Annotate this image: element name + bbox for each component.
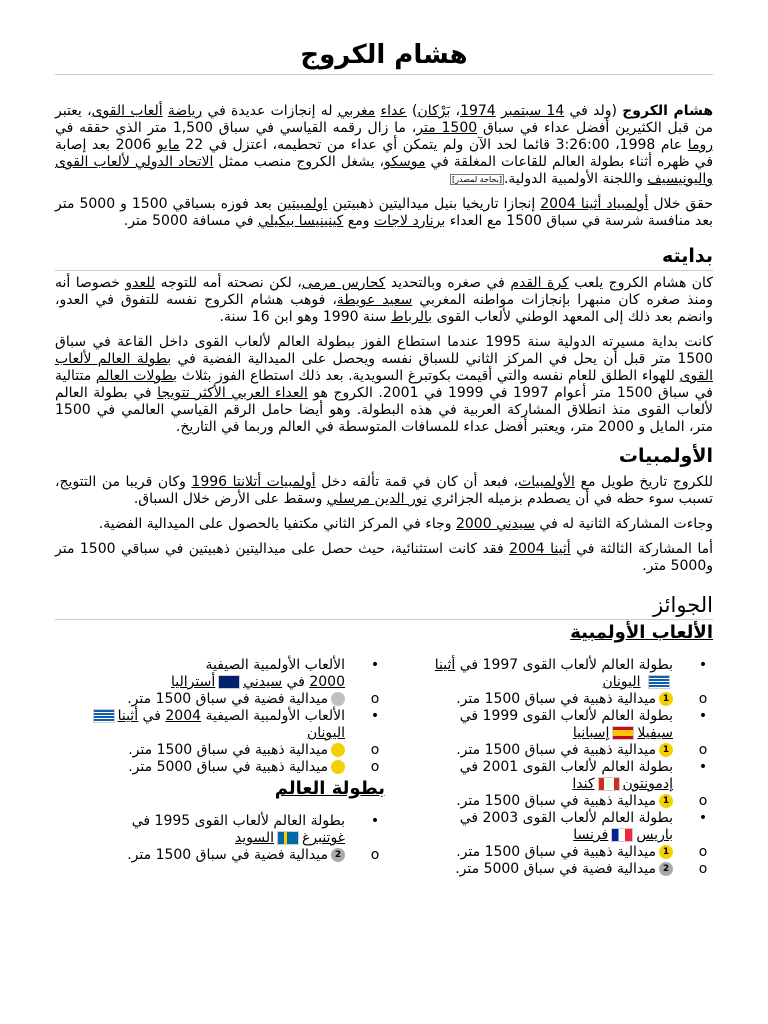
link-2004[interactable]: 2004 — [165, 708, 202, 724]
text: واللجنة الأولمبية الدولية. — [503, 171, 648, 187]
link-sport[interactable]: رياضة — [167, 103, 203, 119]
text: بطولة العالم لألعاب القوى 2003 في — [459, 810, 673, 826]
text: عام 1998، 3:26:00 قائما لحد الآن ولم يتمكن أي عداء من تحطيمه، اعتزل في 22 — [179, 137, 688, 153]
bullet: • — [370, 657, 380, 673]
text: متتالية في سباق 1500 متر أعوام 1997 في 1999 في 2001. الكروج هو — [55, 368, 713, 401]
text: بطولة العالم لألعاب القوى 1997 في — [455, 657, 673, 673]
link-unicef[interactable]: واليونيسيف — [647, 171, 713, 187]
text: بطولة العالم لألعاب القوى 1999 في — [459, 708, 673, 724]
text: وكان قريبا من التتويج، تسبب سوء حظه في أن يصطدم بزميله الجزائري — [55, 474, 713, 507]
olympics-paragraph-3 — [55, 541, 713, 575]
list-item — [55, 813, 385, 847]
sub-bullet: o — [370, 847, 380, 863]
link-athens-2004-b[interactable]: أثينا 2004 — [509, 541, 571, 557]
list-item — [413, 742, 713, 759]
text: في صغره وبالتحديد — [385, 275, 511, 291]
subheading-world-championships: بطولة العالم — [274, 778, 385, 799]
text: ) — [406, 103, 418, 119]
list-item — [413, 810, 713, 844]
text: كانت بداية مسيرته الدولية سنة 1995 عندما استطاع الفوز ببطولة العالم لألعاب القوى داخل القاعة في سباق 1500 متر قبل أن يحل في المركز الثاني للسباق نفسه ويحصل على الميدالية الفضية في — [55, 334, 713, 367]
link-rabat[interactable]: بالرباط — [390, 309, 433, 325]
sub-bullet: o — [698, 861, 708, 877]
list-item — [413, 657, 713, 691]
text: إنجازا تاريخيا بنيل ميداليتين ذهبيتين — [327, 196, 541, 212]
sub-bullet: o — [698, 844, 708, 860]
text: ، لكن نصحته أمه للتوجه — [155, 275, 302, 291]
text: ميدالية ذهبية في سباق 1500 متر. — [456, 691, 656, 707]
link-olympic[interactable]: اولمبيتين — [276, 196, 328, 212]
text: في بطولة العالم لألعاب القوى منذ انطلاق المشاركة العربية في هذه البطولة. وهو أيضا حامل الرقم القياسي العالمي في 1500 متر، المايل و 2000 متر، ويعتبر أفضل عداء للمسافات المتوسطة في العالم وربما في التاريخ. — [55, 385, 713, 435]
link-paris[interactable]: باريس — [636, 827, 673, 843]
awards-left-column — [55, 657, 385, 864]
link-france[interactable]: فرنسا — [573, 827, 609, 843]
list-item — [55, 708, 385, 742]
france-flag-icon — [611, 828, 633, 842]
text: سنة 1990 وهو ابن 16 سنة. — [219, 309, 391, 325]
text: ميدالية فضية في سباق 5000 متر. — [455, 861, 656, 877]
text: وسقط على الأرض خلال السباق. — [133, 491, 327, 507]
gold-medal-icon: 1 — [659, 845, 673, 859]
bullet: • — [370, 813, 380, 829]
sub-bullet: o — [370, 759, 380, 775]
text: الألعاب الأولمبية الصيفية — [205, 657, 345, 673]
list-item — [413, 759, 713, 793]
list-item — [55, 742, 385, 759]
link-noureddine-morceli[interactable]: نور الدين مرسلي — [326, 491, 427, 507]
text: ميدالية ذهبية في سباق 1500 متر. — [128, 742, 328, 758]
link-athens-olympics[interactable]: أثينا — [117, 708, 139, 724]
link-bernard-lagat[interactable]: برنارد لاجات — [373, 213, 446, 229]
text: فقد كانت استثنائية، حيث حصل على ميداليتين ذهبيتين في سباقي 1500 متر و5000 متر. — [55, 541, 713, 574]
text: بطولة العالم لألعاب القوى 1995 في — [131, 813, 345, 829]
link-runner[interactable]: عداء — [380, 103, 407, 119]
text: ميدالية ذهبية في سباق 5000 متر. — [128, 759, 328, 775]
bullet: • — [698, 810, 708, 826]
link-sweden[interactable]: السويد — [234, 830, 275, 846]
text: في — [138, 708, 166, 724]
link-birthyear[interactable]: 1974 — [460, 103, 496, 119]
link-most-decorated-arab[interactable]: العداء العربي الأكثر تتويجا — [157, 385, 308, 401]
link-berkane[interactable]: بَرْكان — [417, 103, 451, 119]
link-athens-2004[interactable]: أولمبياد أثينا 2004 — [540, 196, 649, 212]
text: أما المشاركة الثالثة في — [570, 541, 713, 557]
text: ميدالية فضية في سباق 1500 متر. — [127, 847, 328, 863]
awards-columns — [55, 657, 713, 917]
greece-flag-icon — [648, 675, 670, 689]
list-item — [413, 691, 713, 708]
bullet: • — [698, 759, 708, 775]
text: ، ما زال رقمه القياسي في سباق 1,500 متر الذي حققه في — [55, 120, 417, 136]
text: له إنجازات عديدة في — [202, 103, 338, 119]
link-rome[interactable]: روما — [687, 137, 714, 153]
spain-flag-icon — [612, 726, 634, 740]
text: ، يشغل الكروج منصب ممثل — [213, 154, 385, 170]
sub-bullet: o — [698, 793, 708, 809]
link-spain[interactable]: إسبانيا — [572, 725, 610, 741]
link-australia[interactable]: أستراليا — [171, 674, 216, 690]
text: ميدالية ذهبية في سباق 1500 متر. — [456, 742, 656, 758]
section-divider — [55, 270, 713, 271]
link-iaaf[interactable]: الاتحاد الدولي لألعاب القوى — [55, 154, 214, 170]
text: وجاء في المركز الثاني مكتفيا بالحصول على الميدالية الفضية. — [98, 516, 456, 532]
link-canada[interactable]: كندا — [572, 776, 595, 792]
bullet: • — [698, 708, 708, 724]
text: في — [282, 674, 310, 690]
link-moscow[interactable]: موسكو — [384, 154, 426, 170]
page-title: هشام الكروج — [300, 40, 468, 70]
section-heading-awards: الجوائز — [653, 593, 713, 617]
text: للكروج تاريخ طويل مع — [574, 474, 713, 490]
sub-bullet: o — [370, 691, 380, 707]
beginning-paragraph-1 — [55, 275, 713, 326]
sub-bullet: o — [370, 742, 380, 758]
olympic-gold-medal-icon — [331, 743, 345, 757]
text: وجاءت المشاركة الثانية له في — [534, 516, 713, 532]
link-world-titles[interactable]: بطولات العالم — [95, 368, 178, 384]
text: للهواء الطلق للعام نفسه والتي أقيمت بكوتبرغ السويدية. بعد ذلك استطاع الفوز بثلاث — [177, 368, 680, 384]
text: ، — [450, 103, 461, 119]
text: 2006 بعد إصابة في ظهره أثناء بطولة العالم للقاعات المغلقة في — [55, 137, 714, 170]
section-divider — [55, 619, 713, 620]
citation-needed[interactable]: [بحاجة لمصدر] — [452, 175, 502, 184]
text: ميدالية فضية في سباق 1500 متر. — [127, 691, 328, 707]
olympic-gold-medal-icon — [331, 760, 345, 774]
silver-medal-icon: 2 — [331, 848, 345, 862]
link-running[interactable]: للعدو — [125, 275, 156, 291]
link-gothenburg[interactable]: غوتنبرغ — [302, 830, 345, 846]
link-greece[interactable]: اليونان — [602, 674, 641, 690]
bullet: • — [370, 708, 380, 724]
subject-name: هشام الكروج — [622, 103, 714, 119]
australia-flag-icon — [218, 675, 240, 689]
intro-paragraph-2 — [55, 196, 713, 230]
bullet: • — [698, 657, 708, 673]
gold-medal-icon: 1 — [659, 743, 673, 757]
link-moroccan[interactable]: مغربي — [337, 103, 376, 119]
link-olympics[interactable]: الأولمبيات — [518, 474, 575, 490]
text: ومع — [343, 213, 374, 229]
list-item — [55, 691, 385, 708]
text: ميدالية ذهبية في سباق 1500 متر. — [456, 793, 656, 809]
text: بعد فوزه بسباقي 1500 و 5000 متر بعد منافسة شرسة في سباق 1500 مع العداء — [55, 196, 713, 229]
intro-paragraph-1 — [55, 103, 713, 188]
link-2000[interactable]: 2000 — [309, 674, 345, 690]
text: بطولة العالم لألعاب القوى 2001 في — [459, 759, 673, 775]
olympics-paragraph-2 — [55, 516, 713, 533]
link-sydney-2000[interactable]: سيدني 2000 — [455, 516, 535, 532]
link-football[interactable]: كرة القدم — [510, 275, 569, 291]
link-seville[interactable]: سيفيلا — [637, 725, 673, 741]
olympics-paragraph-1 — [55, 474, 713, 508]
link-edmonton[interactable]: إدمونتون — [622, 776, 673, 792]
link-atlanta-1996[interactable]: أولمبيات أتلانتا 1996 — [191, 474, 316, 490]
link-1500m[interactable]: 1500 متر — [416, 120, 478, 136]
silver-medal-icon: 2 — [659, 862, 673, 876]
sub-bullet: o — [698, 691, 708, 707]
beginning-paragraph-2 — [55, 334, 713, 436]
section-heading-beginning: بدايته — [661, 245, 713, 267]
link-may[interactable]: مايو — [156, 137, 180, 153]
list-item — [55, 657, 385, 691]
list-item — [413, 861, 713, 878]
text: ، يعتبر من قبل الكثيرين أفضل عداء في سباق — [55, 103, 713, 136]
olympic-games-list — [55, 657, 385, 776]
link-sydney[interactable]: سيدني — [243, 674, 283, 690]
canada-flag-icon — [598, 777, 620, 791]
list-item — [413, 844, 713, 861]
greece-flag-icon — [93, 709, 115, 723]
world-championship-list — [413, 657, 713, 878]
link-world-championships[interactable]: بطولة العالم لألعاب القوى — [55, 351, 713, 384]
gold-medal-icon: 1 — [659, 692, 673, 706]
text: ، فبعد أن كان في قمة تألقه دخل — [315, 474, 519, 490]
text: كان هشام الكروج يلعب — [568, 275, 713, 291]
subheading-olympic-games: الألعاب الأولمبية — [570, 622, 713, 643]
text: حقق خلال — [648, 196, 713, 212]
list-item — [413, 708, 713, 742]
sweden-flag-icon — [277, 831, 299, 845]
list-item — [55, 847, 385, 864]
link-greece[interactable]: اليونان — [306, 725, 345, 741]
gold-medal-icon: 1 — [659, 794, 673, 808]
link-said-aouita[interactable]: سعيد عويطة — [336, 292, 413, 308]
text: في مسافة 5000 متر. — [123, 213, 258, 229]
list-item — [55, 759, 385, 776]
sub-bullet: o — [698, 742, 708, 758]
list-item — [413, 793, 713, 810]
link-birthdate[interactable]: 14 سبتمبر — [500, 103, 565, 119]
text: ، فوهب هشام الكروج نفسه للتفوق في العدو، وانضم بعد ذلك إلى المعهد الوطني لألعاب القوى — [55, 292, 713, 325]
text: (ولد في — [564, 103, 623, 119]
olympic-silver-medal-icon — [331, 692, 345, 706]
text: الألعاب الأولمبية الصيفية — [201, 708, 345, 724]
link-goalkeeper[interactable]: كحارس مرمى — [301, 275, 386, 291]
section-heading-olympics: الأولمبيات — [618, 445, 713, 467]
world-championship-1995-list — [55, 813, 385, 864]
link-kenenisa-bekele[interactable]: كينينيسا بيكيلي — [257, 213, 344, 229]
link-athens[interactable]: أثينا — [434, 657, 456, 673]
text: ميدالية ذهبية في سباق 1500 متر. — [456, 844, 656, 860]
text: خصوصا أنه ومنذ صغره كان منبهرا بإنجازات مواطنه المغربي — [55, 275, 713, 308]
awards-right-column — [413, 657, 713, 878]
link-athletics[interactable]: ألعاب القوى — [91, 103, 163, 119]
